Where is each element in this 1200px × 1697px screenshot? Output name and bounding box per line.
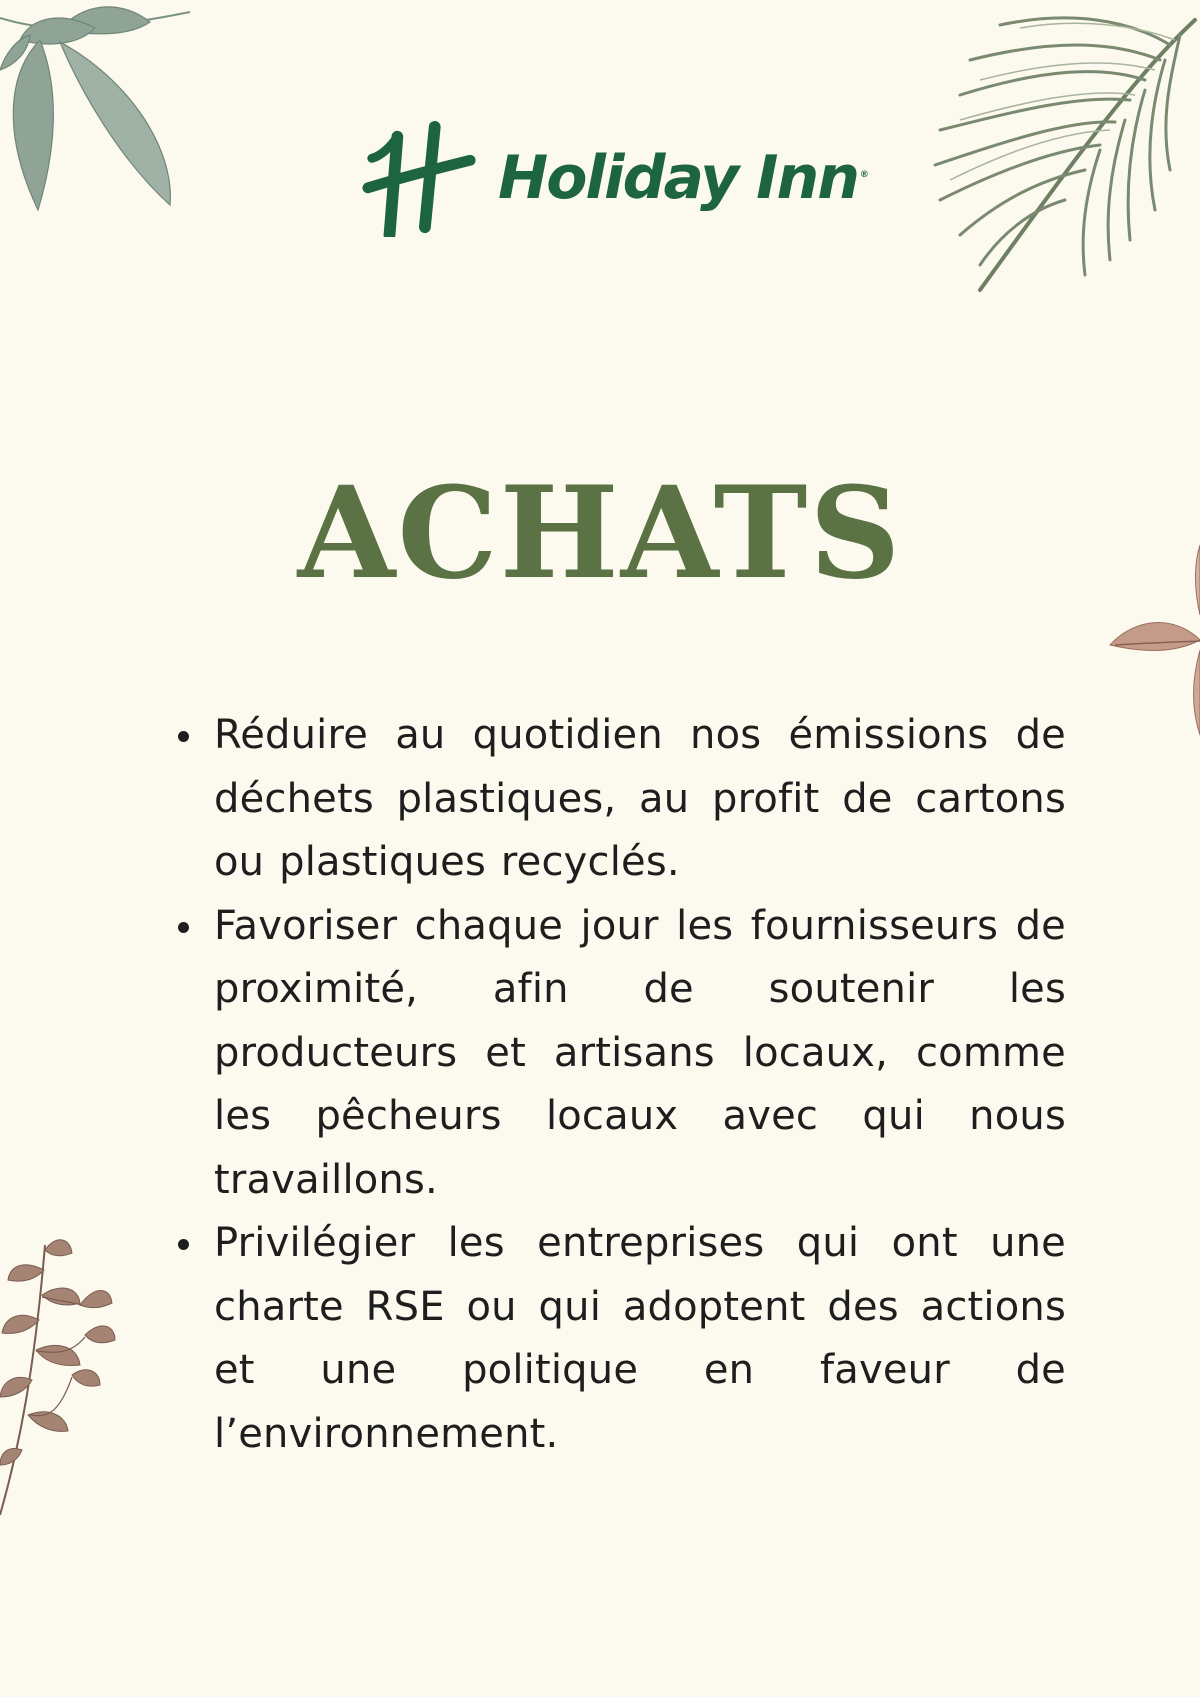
brand-name: Holiday Inn ® bbox=[498, 143, 867, 213]
palm-frond-icon bbox=[930, 0, 1200, 300]
bullet-dot-icon bbox=[178, 1239, 189, 1250]
list-item-text: Privilégier les entreprises qui ont une charte RSE ou qui adoptent des actions et une politique en faveur de l’environnement. bbox=[214, 1220, 1066, 1457]
green-leaf-branch-icon bbox=[0, 0, 200, 220]
list-item bbox=[214, 704, 1066, 895]
bullet-dot-icon bbox=[178, 731, 189, 742]
trademark-symbol: ® bbox=[859, 170, 867, 180]
page-title: ACHATS bbox=[297, 459, 903, 607]
holiday-inn-logo bbox=[360, 118, 867, 238]
bullet-list bbox=[214, 704, 1066, 1466]
holiday-inn-h-icon bbox=[360, 119, 478, 237]
bullet-dot-icon bbox=[178, 922, 189, 933]
list-item-text: Réduire au quotidien nos émissions de déchets plastiques, au profit de cartons ou plastiques recyclés. bbox=[214, 712, 1066, 885]
list-item bbox=[214, 895, 1066, 1213]
fern-sprig-icon bbox=[0, 1225, 120, 1525]
list-item bbox=[214, 1212, 1066, 1466]
list-item-text: Favoriser chaque jour les fournisseurs de proximité, afin de soutenir les producteurs et artisans locaux, comme les pêcheurs locaux avec qui nous travaillons. bbox=[214, 902, 1066, 1203]
